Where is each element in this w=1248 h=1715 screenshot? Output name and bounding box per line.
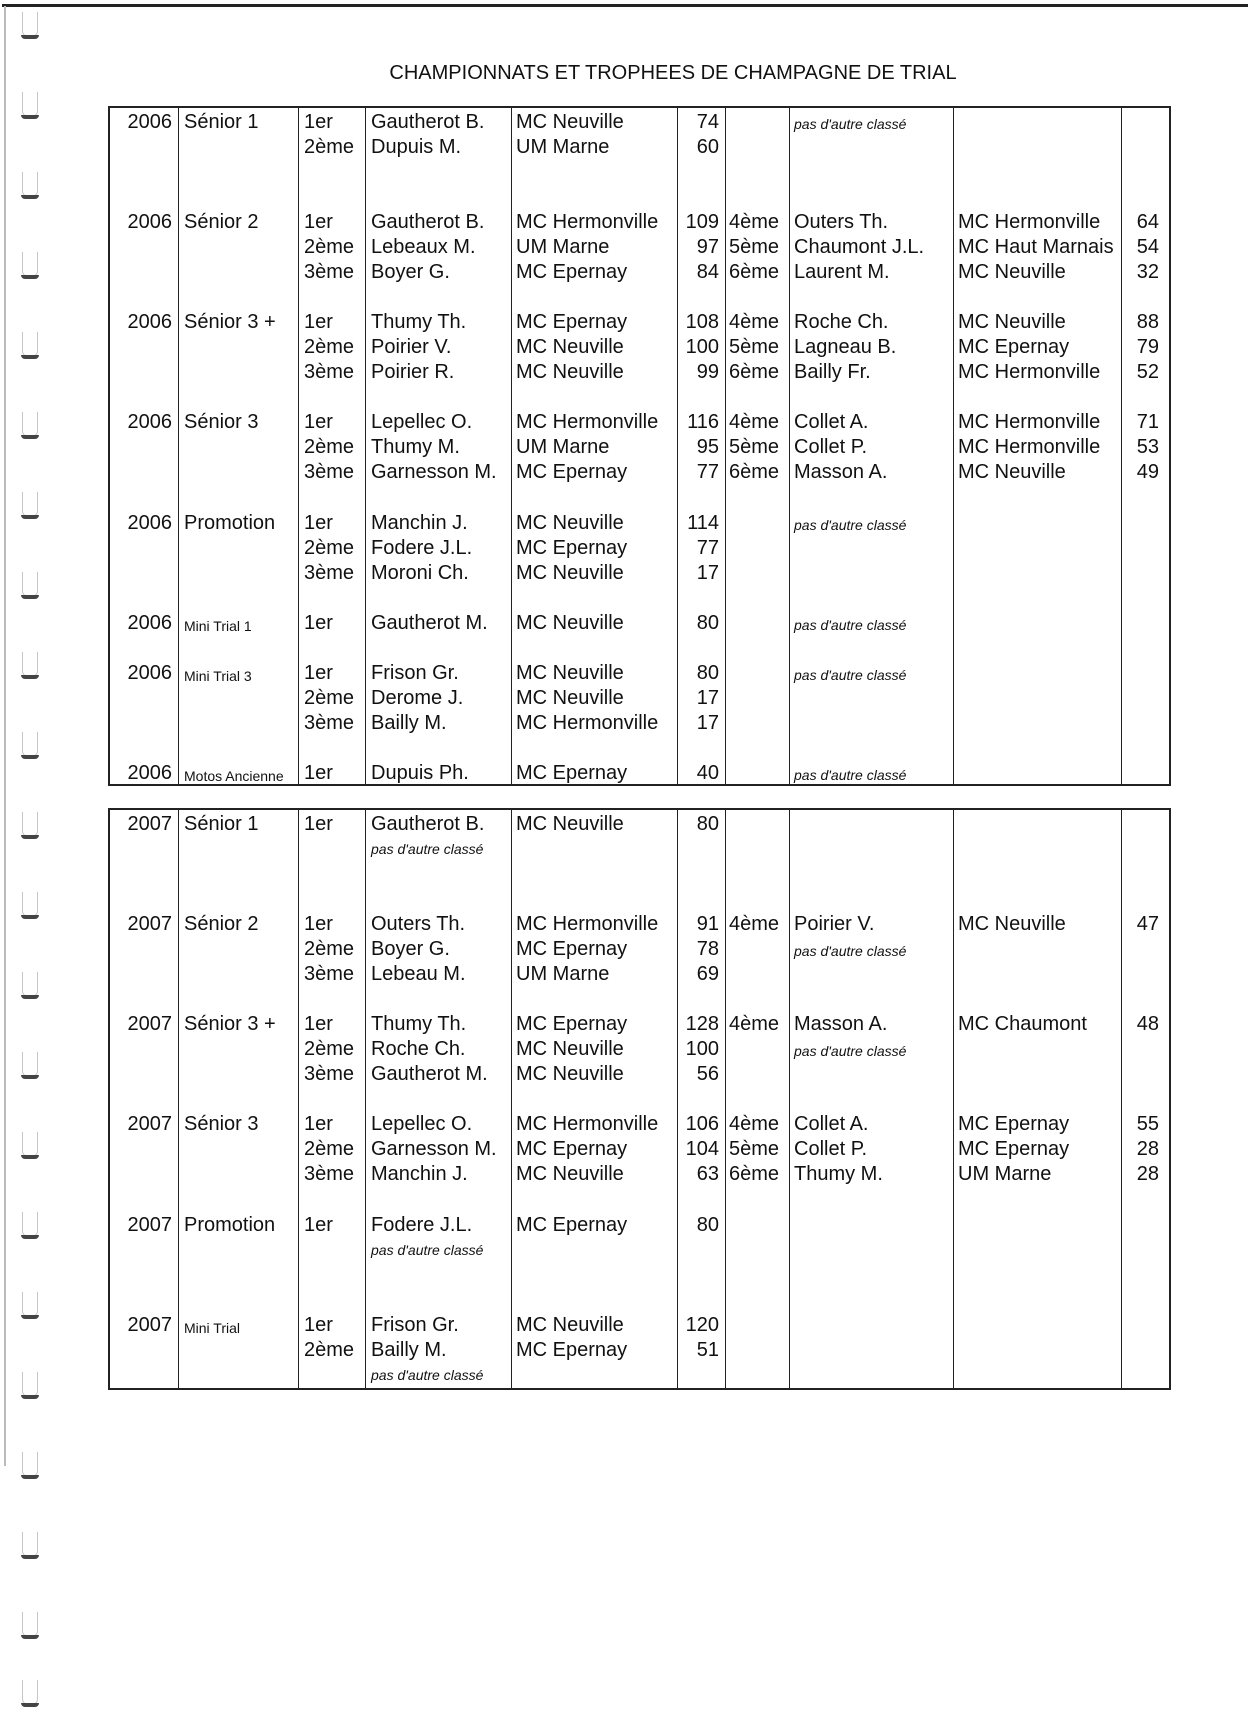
points-cell: 69 (696, 963, 719, 985)
points-cell: 116 (687, 411, 719, 433)
rank-cell: 2ème (304, 1339, 355, 1361)
club-cell: MC Hermonville (958, 211, 1101, 233)
rank-cell: 6ème (729, 261, 780, 283)
points-cell: 17 (696, 687, 719, 709)
binding-hole (22, 12, 38, 37)
points-cell: 108 (685, 311, 719, 333)
category-cell: Promotion (184, 512, 276, 534)
rider-name-cell: Lebeau M. (371, 963, 466, 985)
points-cell: 17 (696, 712, 719, 734)
points-cell: 74 (696, 111, 719, 133)
club-cell: MC Epernay (516, 938, 628, 960)
rank-cell: 1er (304, 1214, 333, 1236)
year-cell: 2006 (127, 311, 172, 333)
rank-cell: 3ème (304, 361, 355, 383)
year-cell: 2006 (127, 211, 172, 233)
club-cell: MC Neuville (516, 111, 624, 133)
rider-name-cell: Moroni Ch. (371, 562, 469, 584)
rank-cell: 1er (304, 311, 333, 333)
rank-cell: 1er (304, 111, 333, 133)
rank-cell: 3ème (304, 261, 355, 283)
year-cell: 2006 (127, 411, 172, 433)
points-cell: 51 (696, 1339, 719, 1361)
rank-cell: 1er (304, 813, 333, 835)
rank-cell: 4ème (729, 211, 780, 233)
top-rule (2, 4, 1248, 7)
points-cell: 97 (696, 236, 719, 258)
category-cell: Sénior 3 (184, 1113, 259, 1135)
category-cell: Sénior 3 + (184, 311, 276, 333)
category-cell: Mini Trial 3 (184, 668, 252, 684)
year-column (110, 108, 178, 784)
points-cell: 77 (696, 537, 719, 559)
club-cell: MC Hermonville (516, 1113, 659, 1135)
year-cell: 2007 (127, 1314, 172, 1336)
rider-name-cell: Collet P. (794, 436, 868, 458)
points-cell: 80 (696, 813, 719, 835)
club-cell: MC Epernay (516, 461, 628, 483)
points-cell: 54 (1136, 236, 1159, 258)
binding-hole (22, 492, 38, 517)
rank-column (298, 108, 365, 784)
points-cell: 53 (1136, 436, 1159, 458)
rider-name-cell: Collet A. (794, 1113, 869, 1135)
name-column-right (789, 108, 953, 784)
rank-cell: 3ème (304, 963, 355, 985)
points-cell: 106 (685, 1113, 719, 1135)
no-other-classified-note: pas d'autre classé (794, 943, 907, 959)
rider-name-cell: Roche Ch. (794, 311, 889, 333)
club-column-right (953, 108, 1121, 784)
points-cell: 100 (685, 336, 719, 358)
binding-hole (22, 652, 38, 677)
rank-cell: 1er (304, 612, 333, 634)
rider-name-cell: Frison Gr. (371, 662, 459, 684)
no-other-classified-note: pas d'autre classé (371, 1367, 484, 1383)
points-cell: 104 (685, 1138, 719, 1160)
year-cell: 2007 (127, 1013, 172, 1035)
category-cell: Mini Trial (184, 1320, 241, 1336)
points-cell: 28 (1136, 1138, 1159, 1160)
club-cell: UM Marne (516, 963, 610, 985)
rank-cell: 1er (304, 662, 333, 684)
rank-cell: 3ème (304, 461, 355, 483)
points-cell: 80 (696, 662, 719, 684)
page-title: CHAMPIONNATS ET TROPHEES DE CHAMPAGNE DE TRIAL (389, 62, 957, 84)
year-cell: 2007 (127, 913, 172, 935)
club-cell: MC Neuville (516, 1063, 624, 1085)
binding-hole (22, 1612, 38, 1637)
club-cell: MC Epernay (516, 762, 628, 784)
no-other-classified-note: pas d'autre classé (794, 767, 907, 783)
points-cell: 64 (1136, 211, 1159, 233)
rider-name-cell: Dupuis M. (371, 136, 462, 158)
category-cell: Motos Ancienne (184, 768, 284, 784)
club-cell: MC Chaumont (958, 1013, 1087, 1035)
points-cell: 100 (685, 1038, 719, 1060)
points-cell: 60 (696, 136, 719, 158)
rider-name-cell: Masson A. (794, 461, 888, 483)
rider-name-cell: Bailly M. (371, 1339, 447, 1361)
rider-name-cell: Collet A. (794, 411, 869, 433)
points-cell: 56 (696, 1063, 719, 1085)
rider-name-cell: Thumy M. (794, 1163, 883, 1185)
rank-cell: 1er (304, 1013, 333, 1035)
rank-cell: 2ème (304, 236, 355, 258)
rider-name-cell: Boyer G. (371, 261, 450, 283)
rank-column-right (725, 810, 789, 1388)
rank-cell: 2ème (304, 1138, 355, 1160)
club-cell: MC Epernay (516, 537, 628, 559)
rank-cell: 4ème (729, 411, 780, 433)
binding-hole (22, 732, 38, 757)
binding-hole (22, 332, 38, 357)
club-cell: UM Marne (958, 1163, 1052, 1185)
rider-name-cell: Lepellec O. (371, 1113, 473, 1135)
club-cell: MC Epernay (516, 1013, 628, 1035)
rider-name-cell: Outers Th. (794, 211, 889, 233)
binding-hole (22, 972, 38, 997)
no-other-classified-note: pas d'autre classé (794, 116, 907, 132)
binding-hole (22, 1372, 38, 1397)
rank-cell: 3ème (304, 1063, 355, 1085)
club-cell: MC Hermonville (958, 411, 1101, 433)
rank-cell: 6ème (729, 361, 780, 383)
club-column-right (953, 810, 1121, 1388)
rank-cell: 5ème (729, 336, 780, 358)
points-cell: 80 (696, 1214, 719, 1236)
points-cell: 109 (685, 211, 719, 233)
club-column (511, 810, 677, 1388)
binding-hole (22, 1052, 38, 1077)
rider-name-cell: Fodere J.L. (371, 537, 473, 559)
rider-name-cell: Bailly Fr. (794, 361, 871, 383)
rank-cell: 5ème (729, 436, 780, 458)
category-cell: Promotion (184, 1214, 276, 1236)
points-cell: 95 (696, 436, 719, 458)
rider-name-cell: Lepellec O. (371, 411, 473, 433)
club-column (511, 108, 677, 784)
club-cell: MC Neuville (516, 1163, 624, 1185)
club-cell: MC Hermonville (516, 411, 659, 433)
year-cell: 2007 (127, 813, 172, 835)
category-cell: Sénior 3 + (184, 1013, 276, 1035)
rider-name-cell: Thumy Th. (371, 311, 467, 333)
no-other-classified-note: pas d'autre classé (794, 617, 907, 633)
rider-name-cell: Gautherot M. (371, 612, 488, 634)
results-table-2007 (108, 808, 1171, 1390)
rider-name-cell: Collet P. (794, 1138, 868, 1160)
points-column (677, 108, 725, 784)
year-cell: 2006 (127, 762, 172, 784)
category-cell: Sénior 1 (184, 111, 259, 133)
club-cell: MC Neuville (516, 1038, 624, 1060)
binding-hole (22, 1292, 38, 1317)
club-cell: MC Epernay (516, 311, 628, 333)
rider-name-cell: Poirier V. (794, 913, 875, 935)
club-cell: MC Epernay (516, 1339, 628, 1361)
year-cell: 2006 (127, 662, 172, 684)
category-column (178, 108, 298, 784)
points-cell: 47 (1136, 913, 1159, 935)
name-column (365, 810, 511, 1388)
no-other-classified-note: pas d'autre classé (794, 1043, 907, 1059)
binding-hole (22, 172, 38, 197)
category-cell: Sénior 2 (184, 211, 259, 233)
points-cell: 52 (1136, 361, 1159, 383)
rank-cell: 2ème (304, 687, 355, 709)
club-cell: MC Neuville (516, 662, 624, 684)
category-cell: Sénior 3 (184, 411, 259, 433)
no-other-classified-note: pas d'autre classé (794, 517, 907, 533)
club-cell: MC Neuville (516, 336, 624, 358)
year-cell: 2007 (127, 1214, 172, 1236)
points-cell: 55 (1136, 1113, 1159, 1135)
rider-name-cell: Gautherot M. (371, 1063, 488, 1085)
binding-hole (22, 1212, 38, 1237)
club-cell: MC Hermonville (516, 211, 659, 233)
club-cell: MC Hermonville (516, 913, 659, 935)
rank-cell: 1er (304, 913, 333, 935)
club-cell: UM Marne (516, 436, 610, 458)
rider-name-cell: Garnesson M. (371, 1138, 497, 1160)
club-cell: MC Epernay (958, 1113, 1070, 1135)
club-cell: MC Epernay (958, 336, 1070, 358)
points-cell: 77 (696, 461, 719, 483)
rider-name-cell: Poirier V. (371, 336, 452, 358)
points-cell: 78 (696, 938, 719, 960)
points-cell: 32 (1136, 261, 1159, 283)
binding-hole (22, 1532, 38, 1557)
rider-name-cell: Masson A. (794, 1013, 888, 1035)
club-cell: MC Neuville (958, 311, 1066, 333)
rider-name-cell: Lebeaux M. (371, 236, 476, 258)
points-cell: 88 (1136, 311, 1159, 333)
binding-hole (22, 892, 38, 917)
rider-name-cell: Thumy Th. (371, 1013, 467, 1035)
binding-hole (22, 572, 38, 597)
rider-name-cell: Gautherot B. (371, 813, 485, 835)
club-cell: MC Neuville (516, 1314, 624, 1336)
binding-hole (22, 1680, 38, 1705)
rank-cell: 1er (304, 1113, 333, 1135)
points-cell: 79 (1136, 336, 1159, 358)
rider-name-cell: Derome J. (371, 687, 464, 709)
no-other-classified-note: pas d'autre classé (371, 841, 484, 857)
rank-cell: 2ème (304, 136, 355, 158)
rider-name-cell: Frison Gr. (371, 1314, 459, 1336)
club-cell: MC Haut Marnais (958, 236, 1114, 258)
rank-cell: 5ème (729, 1138, 780, 1160)
rank-cell: 2ème (304, 336, 355, 358)
rider-name-cell: Outers Th. (371, 913, 466, 935)
year-cell: 2006 (127, 512, 172, 534)
rank-cell: 3ème (304, 562, 355, 584)
binding-edge (4, 6, 6, 1466)
club-cell: MC Epernay (958, 1138, 1070, 1160)
points-cell: 114 (687, 512, 719, 534)
rider-name-cell: Gautherot B. (371, 211, 485, 233)
club-cell: UM Marne (516, 236, 610, 258)
rank-cell: 4ème (729, 913, 780, 935)
rank-cell: 2ème (304, 938, 355, 960)
points-cell: 71 (1136, 411, 1159, 433)
year-cell: 2007 (127, 1113, 172, 1135)
rank-cell: 1er (304, 211, 333, 233)
rider-name-cell: Garnesson M. (371, 461, 497, 483)
binding-hole (22, 1132, 38, 1157)
no-other-classified-note: pas d'autre classé (371, 1242, 484, 1258)
points-cell: 48 (1136, 1013, 1159, 1035)
rank-cell: 3ème (304, 1163, 355, 1185)
club-cell: MC Hermonville (516, 712, 659, 734)
club-cell: MC Epernay (516, 1138, 628, 1160)
points-cell: 91 (696, 913, 719, 935)
year-cell: 2006 (127, 612, 172, 634)
rank-cell: 5ème (729, 236, 780, 258)
name-column-right (789, 810, 953, 1388)
no-other-classified-note: pas d'autre classé (794, 667, 907, 683)
binding-hole (22, 812, 38, 837)
points-column (677, 810, 725, 1388)
binding-hole (22, 92, 38, 117)
rider-name-cell: Laurent M. (794, 261, 890, 283)
rank-cell: 1er (304, 762, 333, 784)
rank-cell: 2ème (304, 537, 355, 559)
category-column (178, 810, 298, 1388)
club-cell: MC Epernay (516, 1214, 628, 1236)
points-cell: 84 (696, 261, 719, 283)
points-cell: 17 (696, 562, 719, 584)
points-cell: 40 (696, 762, 719, 784)
rider-name-cell: Lagneau B. (794, 336, 897, 358)
rider-name-cell: Poirier R. (371, 361, 455, 383)
club-cell: MC Epernay (516, 261, 628, 283)
year-column (110, 810, 178, 1388)
rank-cell: 2ème (304, 436, 355, 458)
points-column-right (1121, 810, 1169, 1388)
category-cell: Sénior 2 (184, 913, 259, 935)
club-cell: MC Neuville (958, 261, 1066, 283)
club-cell: MC Hermonville (958, 361, 1101, 383)
rider-name-cell: Gautherot B. (371, 111, 485, 133)
rider-name-cell: Fodere J.L. (371, 1214, 473, 1236)
club-cell: MC Neuville (958, 913, 1066, 935)
rider-name-cell: Manchin J. (371, 512, 468, 534)
club-cell: MC Neuville (516, 687, 624, 709)
rank-cell: 6ème (729, 1163, 780, 1185)
rider-name-cell: Thumy M. (371, 436, 460, 458)
rank-cell: 1er (304, 1314, 333, 1336)
points-cell: 128 (685, 1013, 719, 1035)
rider-name-cell: Manchin J. (371, 1163, 468, 1185)
rider-name-cell: Bailly M. (371, 712, 447, 734)
club-cell: MC Neuville (516, 813, 624, 835)
binding-hole (22, 412, 38, 437)
rider-name-cell: Chaumont J.L. (794, 236, 925, 258)
club-cell: MC Neuville (958, 461, 1066, 483)
rank-column (298, 810, 365, 1388)
club-cell: UM Marne (516, 136, 610, 158)
points-cell: 63 (696, 1163, 719, 1185)
rank-cell: 4ème (729, 1113, 780, 1135)
points-column-right (1121, 108, 1169, 784)
club-cell: MC Neuville (516, 612, 624, 634)
points-cell: 49 (1136, 461, 1159, 483)
name-column (365, 108, 511, 784)
rank-column-right (725, 108, 789, 784)
results-table-2006 (108, 106, 1171, 786)
points-cell: 99 (696, 361, 719, 383)
rank-cell: 4ème (729, 311, 780, 333)
points-cell: 120 (685, 1314, 719, 1336)
rank-cell: 1er (304, 411, 333, 433)
rider-name-cell: Roche Ch. (371, 1038, 466, 1060)
club-cell: MC Neuville (516, 512, 624, 534)
rider-name-cell: Dupuis Ph. (371, 762, 469, 784)
rank-cell: 1er (304, 512, 333, 534)
category-cell: Sénior 1 (184, 813, 259, 835)
year-cell: 2006 (127, 111, 172, 133)
rank-cell: 6ème (729, 461, 780, 483)
points-cell: 28 (1136, 1163, 1159, 1185)
points-cell: 80 (696, 612, 719, 634)
rider-name-cell: Boyer G. (371, 938, 450, 960)
binding-hole (22, 1452, 38, 1477)
club-cell: MC Neuville (516, 361, 624, 383)
rank-cell: 4ème (729, 1013, 780, 1035)
category-cell: Mini Trial 1 (184, 618, 252, 634)
club-cell: MC Neuville (516, 562, 624, 584)
rank-cell: 3ème (304, 712, 355, 734)
binding-hole (22, 252, 38, 277)
rank-cell: 2ème (304, 1038, 355, 1060)
club-cell: MC Hermonville (958, 436, 1101, 458)
